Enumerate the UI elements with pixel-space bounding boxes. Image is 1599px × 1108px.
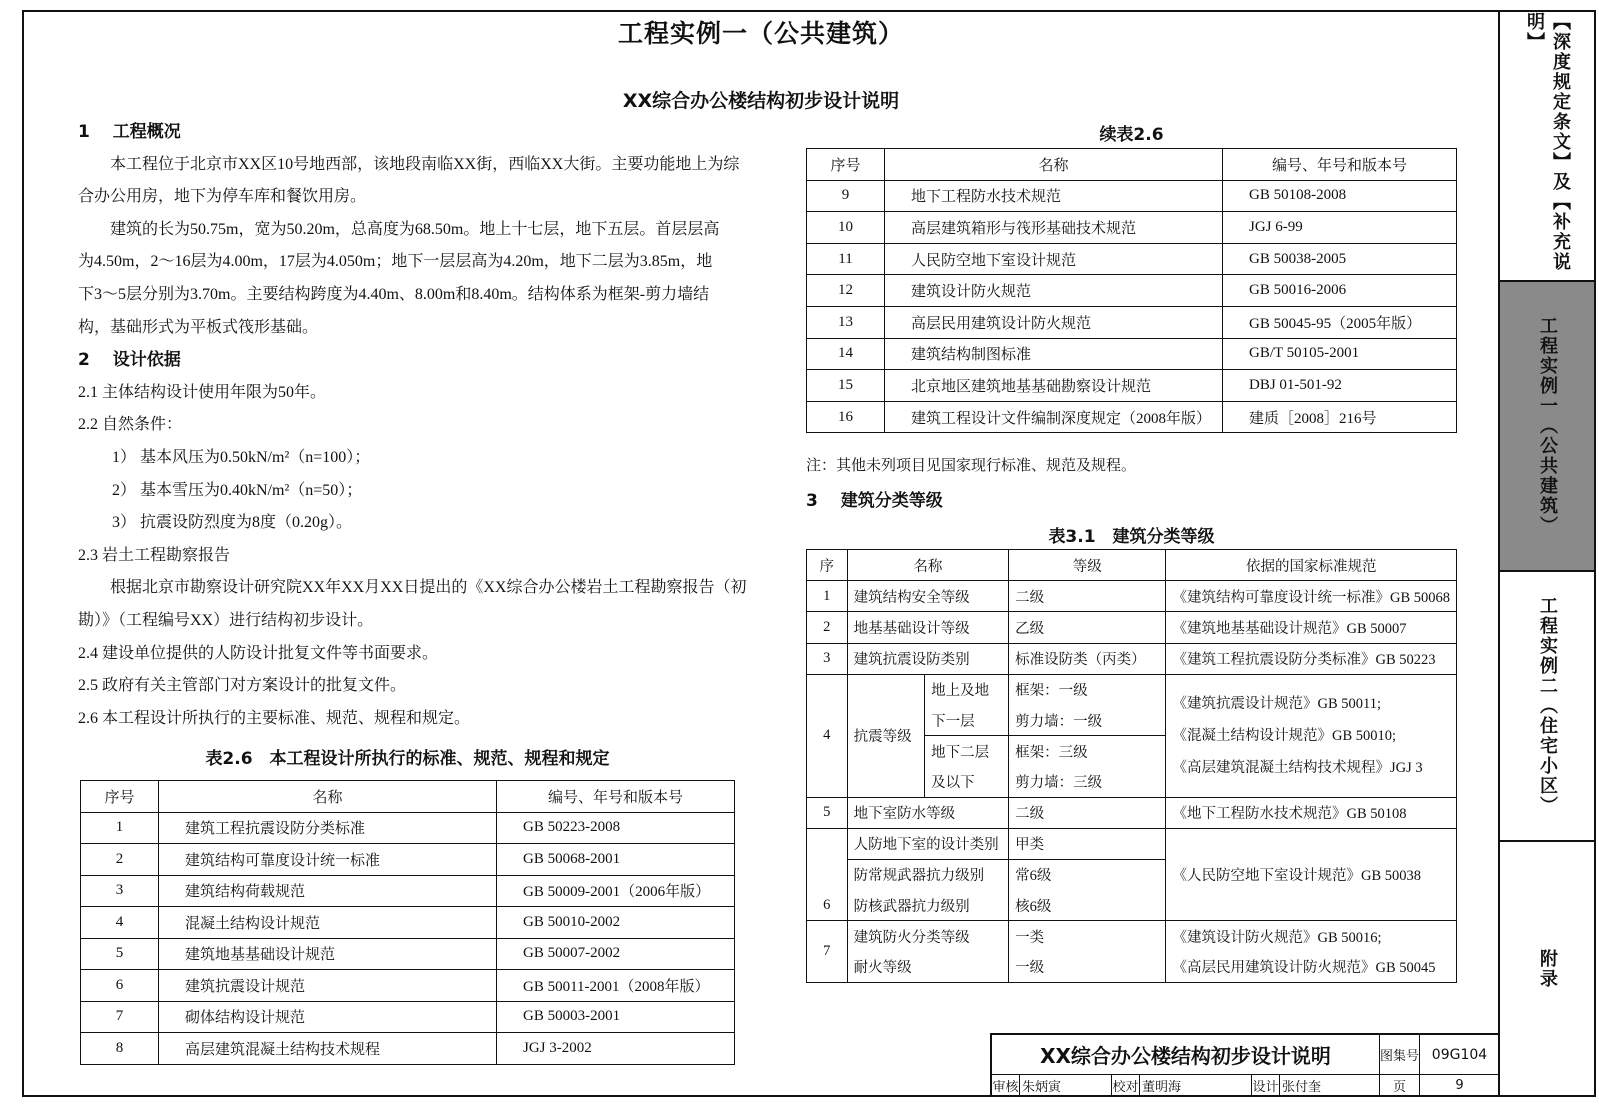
table-3-1-caption: 表3.1 建筑分类等级 xyxy=(1048,527,1215,547)
table-row xyxy=(807,370,1457,402)
table-row xyxy=(81,812,735,844)
row-number: 1 xyxy=(81,812,159,844)
table-2-6-cont xyxy=(806,148,1457,433)
col-header-seq: 序 xyxy=(807,550,848,581)
col-header-standard: 依据的国家标准规范 xyxy=(1166,550,1457,581)
standard-code: JGJ 3-2002 xyxy=(497,1033,735,1065)
table-row xyxy=(807,401,1457,433)
col-header-no: 序号 xyxy=(807,149,885,181)
standard-name: 地下工程防水技术规范 xyxy=(885,180,1223,212)
paragraph-line: 2） 基本雪压为0.40kN/m²（n=50）； xyxy=(112,481,363,499)
standard-code: GB 50009-2001（2006年版） xyxy=(497,875,735,907)
col-header-name: 名称 xyxy=(847,550,1009,581)
table-row xyxy=(81,875,735,907)
standard-code: GB 50010-2002 xyxy=(497,907,735,939)
paragraph-line: 2.6 本工程设计所执行的主要标准、规范、规程和规定。 xyxy=(78,709,471,727)
row-number: 12 xyxy=(807,275,885,307)
standard-code: GB 50223-2008 xyxy=(497,812,735,844)
standard-name: 建筑工程设计文件编制深度规定（2008年版） xyxy=(885,401,1223,433)
standard-code: GB 50038-2005 xyxy=(1223,243,1457,275)
standard-name: 混凝土结构设计规范 xyxy=(159,907,497,939)
row-number: 10 xyxy=(807,212,885,244)
row-number: 7 xyxy=(81,1001,159,1033)
table-row xyxy=(81,1033,735,1065)
paragraph-line: 为4.50m，2～16层为4.00m，17层为4.050m；地下一层层高为4.20m，地下二层为3.85m，地 xyxy=(78,253,713,271)
standard-name: 人民防空地下室设计规范 xyxy=(885,243,1223,275)
row-number: 8 xyxy=(81,1033,159,1065)
paragraph-line: 构，基础形式为平板式筏形基础。 xyxy=(78,318,319,336)
row-number: 4 xyxy=(81,907,159,939)
set-label: 图集号 xyxy=(1380,1035,1420,1075)
row-number: 2 xyxy=(81,844,159,876)
table-row: 地下二层 框架：三级 xyxy=(807,736,1457,767)
table-row: 及以下 剪力墙：三级 xyxy=(807,766,1457,797)
col-header-code: 编号、年号和版本号 xyxy=(497,781,735,813)
set-number: 09G104 xyxy=(1420,1035,1500,1075)
table-row: 耐火等级 一级 《高层民用建筑设计防火规范》GB 50045 xyxy=(807,951,1457,982)
standard-name: 建筑抗震设计规范 xyxy=(159,970,497,1002)
reviewer-name: 朱炳寅 xyxy=(1020,1075,1112,1097)
standard-name: 建筑结构可靠度设计统一标准 xyxy=(159,844,497,876)
table-2-6-cont-caption: 续表2.6 xyxy=(1099,125,1164,145)
table-row xyxy=(807,275,1457,307)
standard-name: 高层建筑箱形与筏形基础技术规范 xyxy=(885,212,1223,244)
standard-name: 建筑设计防火规范 xyxy=(885,275,1223,307)
col-header-name: 名称 xyxy=(885,149,1223,181)
standard-name: 高层建筑混凝土结构技术规程 xyxy=(159,1033,497,1065)
table-row: 1 建筑结构安全等级 二级 《建筑结构可靠度设计统一标准》GB 50068 xyxy=(807,581,1457,612)
table-3-1 xyxy=(806,549,1457,983)
row-number: 13 xyxy=(807,306,885,338)
table-row xyxy=(807,212,1457,244)
standard-name: 建筑工程抗震设防分类标准 xyxy=(159,812,497,844)
table-row xyxy=(81,970,735,1002)
standard-code: JGJ 6-99 xyxy=(1223,212,1457,244)
table-row: 6 人防地下室的设计类别 甲类 《人民防空地下室设计规范》GB 50038 xyxy=(807,828,1457,859)
table-row: 防常规武器抗力级别 常6级 xyxy=(807,859,1457,890)
standard-code: GB 50003-2001 xyxy=(497,1001,735,1033)
left-column-text xyxy=(78,116,748,735)
paragraph-line: 1） 基本风压为0.50kN/m²（n=100）； xyxy=(112,448,371,466)
table-row: 7 建筑防火分类等级 一类 《建筑设计防火规范》GB 50016; xyxy=(807,921,1457,952)
check-label: 校对 xyxy=(1112,1075,1140,1097)
table-2-6 xyxy=(80,780,735,1065)
table-row xyxy=(807,306,1457,338)
standard-name: 高层民用建筑设计防火规范 xyxy=(885,306,1223,338)
sidebar-item-example-1[interactable]: 工程实例一（公共建筑） xyxy=(1500,282,1594,572)
table-row: 2 地基基础设计等级 乙级 《建筑地基基础设计规范》GB 50007 xyxy=(807,612,1457,643)
standard-code: GB 50045-95（2005年版） xyxy=(1223,306,1457,338)
sidebar-item-appendix[interactable]: 附录 xyxy=(1537,948,1558,989)
paragraph-line: 3） 抗震设防烈度为8度（0.20g）。 xyxy=(112,514,353,532)
designer-name: 张付奎 xyxy=(1280,1075,1380,1097)
standard-code: GB/T 50105-2001 xyxy=(1223,338,1457,370)
col-header-name: 名称 xyxy=(159,781,497,813)
paragraph-line: 本工程位于北京市XX区10号地西部，该地段南临XX街，西临XX大街。主要功能地上为综 xyxy=(110,155,740,173)
standard-code: DBJ 01-501-92 xyxy=(1223,370,1457,402)
row-number: 16 xyxy=(807,401,885,433)
row-number: 6 xyxy=(81,970,159,1002)
section-heading: 2 设计依据 xyxy=(78,350,181,371)
section-3-heading: 3 建筑分类等级 xyxy=(806,491,943,511)
row-number: 15 xyxy=(807,370,885,402)
table-note: 注：其他未列项目见国家现行标准、规范及规程。 xyxy=(806,458,1137,474)
sidebar-item-spec[interactable]: 【深度规定条文】及【补充说明】 xyxy=(1500,12,1594,282)
table-row xyxy=(807,338,1457,370)
row-number: 11 xyxy=(807,243,885,275)
paragraph-line: 2.1 主体结构设计使用年限为50年。 xyxy=(78,383,327,401)
title-block-title: XX综合办公楼结构初步设计说明 xyxy=(992,1035,1380,1075)
paragraph-line: 根据北京市勘察设计研究院XX年XX月XX日提出的《XX综合办公楼岩土工程勘察报告（初 xyxy=(110,579,747,597)
table-row: 4 抗震等级 地上及地 框架：一级 《建筑抗震设计规范》GB 50011; 《混凝土结构设计规范》GB 50010; 《高层建筑混凝土结构技术规程》JGJ 3 xyxy=(807,674,1457,705)
col-header-grade: 等级 xyxy=(1009,550,1166,581)
standard-code: 建质［2008］216号 xyxy=(1223,401,1457,433)
standard-name: 建筑结构荷载规范 xyxy=(159,875,497,907)
standard-name: 砌体结构设计规范 xyxy=(159,1001,497,1033)
row-number: 5 xyxy=(81,938,159,970)
section-heading: 1 工程概况 xyxy=(78,122,181,142)
table-row xyxy=(81,938,735,970)
document-subtitle: XX综合办公楼结构初步设计说明 xyxy=(622,90,900,112)
sidebar xyxy=(1500,10,1596,1097)
paragraph-line: 2.3 岩土工程勘察报告 xyxy=(78,546,231,564)
paragraph-line: 勘）》（工程编号XX）进行结构初步设计。 xyxy=(78,611,374,629)
standard-code: GB 50011-2001（2008年版） xyxy=(497,970,735,1002)
standard-code: GB 50108-2008 xyxy=(1223,180,1457,212)
paragraph-line: 2.2 自然条件： xyxy=(78,416,183,434)
row-number: 14 xyxy=(807,338,885,370)
paragraph-line: 合办公用房，地下为停车库和餐饮用房。 xyxy=(78,188,367,206)
standard-name: 北京地区建筑地基基础勘察设计规范 xyxy=(885,370,1223,402)
page-label: 页 xyxy=(1380,1075,1420,1097)
table-2-6-caption: 表2.6 本工程设计所执行的标准、规范、规程和规定 xyxy=(205,749,610,769)
table-row: 5 地下室防水等级 二级 《地下工程防水技术规范》GB 50108 xyxy=(807,797,1457,828)
row-number: 3 xyxy=(81,875,159,907)
paragraph-line: 2.4 建设单位提供的人防设计批复文件等书面要求。 xyxy=(78,644,439,662)
standard-name: 建筑结构制图标准 xyxy=(885,338,1223,370)
paragraph-line: 下3～5层分别为3.70m。主要结构跨度为4.40m、8.00m和8.40m。结构体系为框架-剪力墙结 xyxy=(78,285,710,303)
standard-name: 建筑地基基础设计规范 xyxy=(159,938,497,970)
standard-code: GB 50016-2006 xyxy=(1223,275,1457,307)
table-row: 防核武器抗力级别 核6级 xyxy=(807,890,1457,921)
review-label: 审核 xyxy=(992,1075,1020,1097)
col-header-no: 序号 xyxy=(81,781,159,813)
table-row: 下一层 剪力墙：一级 xyxy=(807,705,1457,736)
page-number: 9 xyxy=(1420,1075,1500,1097)
design-label: 设计 xyxy=(1252,1075,1280,1097)
table-row: 3 建筑抗震设防类别 标准设防类（丙类） 《建筑工程抗震设防分类标准》GB 50223 xyxy=(807,643,1457,674)
table-row xyxy=(81,844,735,876)
title-block xyxy=(990,1033,1500,1097)
sidebar-item-example-2[interactable]: 工程实例二（住宅小区） xyxy=(1500,572,1594,842)
checker-name: 董明海 xyxy=(1140,1075,1252,1097)
table-row xyxy=(807,180,1457,212)
table-row xyxy=(807,243,1457,275)
standard-code: GB 50007-2002 xyxy=(497,938,735,970)
page-title: 工程实例一（公共建筑） xyxy=(617,19,904,48)
table-row xyxy=(81,1001,735,1033)
paragraph-line: 建筑的长为50.75m，宽为50.20m，总高度为68.50m。地上十七层，地下五层。首层层高 xyxy=(110,220,720,238)
col-header-code: 编号、年号和版本号 xyxy=(1223,149,1457,181)
row-number: 9 xyxy=(807,180,885,212)
table-row xyxy=(81,907,735,939)
standard-code: GB 50068-2001 xyxy=(497,844,735,876)
paragraph-line: 2.5 政府有关主管部门对方案设计的批复文件。 xyxy=(78,677,407,695)
